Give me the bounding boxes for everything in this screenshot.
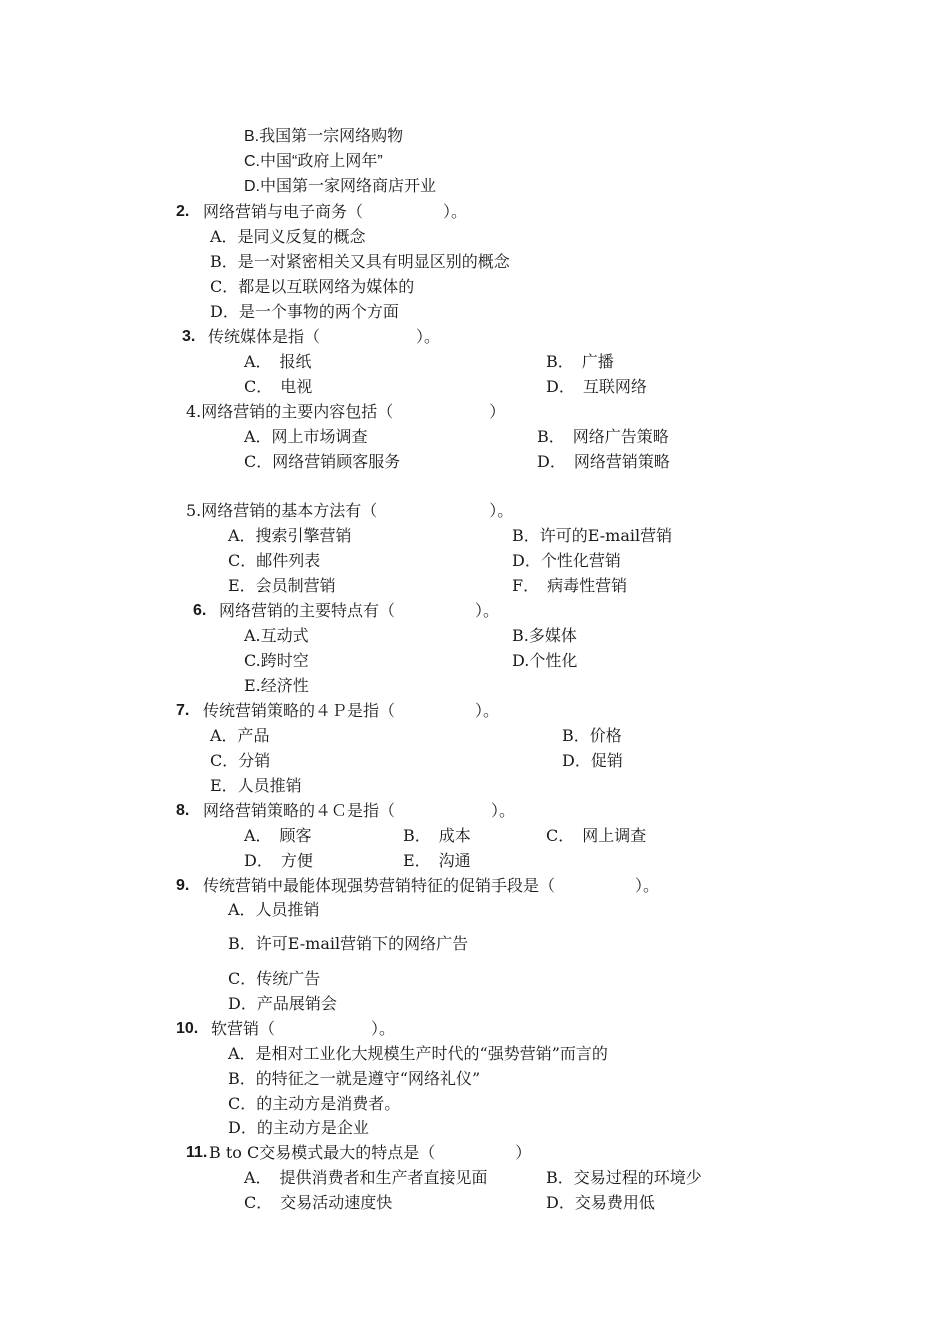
q8-option-b: B． 成本 xyxy=(403,826,471,845)
q8-number: 8. xyxy=(176,802,190,819)
q10-option-d: D．的主动方是企业 xyxy=(228,1118,369,1137)
q5-option-e: E．会员制营销 xyxy=(228,576,336,595)
q7-option-d: D．促销 xyxy=(562,751,623,770)
q6-option-d: D.个性化 xyxy=(512,651,578,670)
q5-option-f: F． 病毒性营销 xyxy=(512,576,628,595)
q5-option-a: A．搜索引擎营销 xyxy=(228,526,352,545)
q6-option-e: E.经济性 xyxy=(244,676,309,695)
q10-option-b: B．的特征之一就是遵守“网络礼仪” xyxy=(228,1069,481,1088)
q4-option-d: D． 网络营销策略 xyxy=(537,452,670,471)
q5-option-b: B．许可的E-mail营销 xyxy=(512,526,673,545)
q3-option-a: A． 报纸 xyxy=(244,352,312,371)
q5-option-d: D．个性化营销 xyxy=(512,551,621,570)
q2-option-b: B．是一对紧密相关又具有明显区别的概念 xyxy=(210,252,510,271)
q9-option-a: A．人员推销 xyxy=(228,900,320,919)
q11-option-a: A． 提供消费者和生产者直接见面 xyxy=(244,1168,488,1187)
q2-option-d: D．是一个事物的两个方面 xyxy=(210,302,399,321)
q3-option-b: B． 广播 xyxy=(546,352,614,371)
q3-option-c: C． 电视 xyxy=(244,377,313,396)
q4-stem: 4.网络营销的主要内容包括（ ） xyxy=(186,402,506,421)
q9-stem: 传统营销中最能体现强势营销特征的促销手段是（ ）。 xyxy=(203,876,660,895)
q7-option-a: A．产品 xyxy=(210,726,270,745)
q11-option-d: D．交易费用低 xyxy=(546,1193,655,1212)
q5-option-c: C．邮件列表 xyxy=(228,551,321,570)
q4-option-a: A．网上市场调查 xyxy=(244,427,368,446)
q6-stem: 网络营销的主要特点有（ ）。 xyxy=(219,601,500,620)
q9-option-c: C．传统广告 xyxy=(228,969,321,988)
q4-option-c: C．网络营销顾客服务 xyxy=(244,452,401,471)
q11-number: 11. xyxy=(186,1144,208,1161)
q1-option-c: C.中国“政府上网年” xyxy=(244,153,383,170)
q10-stem: 软营销（ ）。 xyxy=(211,1019,396,1038)
q8-stem: 网络营销策略的４Ｃ是指（ ）。 xyxy=(203,801,516,820)
q9-option-b: B．许可E-mail营销下的网络广告 xyxy=(228,934,469,953)
q2-number: 2. xyxy=(176,203,190,220)
q8-option-a: A． 顾客 xyxy=(244,826,312,845)
q3-number: 3. xyxy=(182,328,196,345)
q5-stem: 5.网络营销的基本方法有（ ）。 xyxy=(186,501,514,520)
q10-option-a: A．是相对工业化大规模生产时代的“强势营销”而言的 xyxy=(228,1044,608,1063)
q7-option-c: C．分销 xyxy=(210,751,271,770)
q6-option-c: C.跨时空 xyxy=(244,651,309,670)
q11-stem: B to C交易模式最大的特点是（ ） xyxy=(209,1143,532,1162)
q4-option-b: B． 网络广告策略 xyxy=(537,427,669,446)
q1-option-d: D.中国第一家网络商店开业 xyxy=(244,178,437,195)
q9-option-d: D．产品展销会 xyxy=(228,994,337,1013)
q8-option-d: D． 方便 xyxy=(244,851,313,870)
q7-option-b: B．价格 xyxy=(562,726,622,745)
q8-option-c: C． 网上调查 xyxy=(546,826,647,845)
q2-option-a: A．是同义反复的概念 xyxy=(210,227,366,246)
q6-number: 6. xyxy=(193,602,207,619)
q2-option-c: C．都是以互联网络为媒体的 xyxy=(210,277,415,296)
q7-stem: 传统营销策略的４Ｐ是指（ ）。 xyxy=(203,701,500,720)
q9-number: 9. xyxy=(176,877,190,894)
q1-option-b: B.我国第一宗网络购物 xyxy=(244,128,404,145)
q7-option-e: E．人员推销 xyxy=(210,776,302,795)
q6-option-a: A.互动式 xyxy=(244,626,309,645)
q10-option-c: C．的主动方是消费者。 xyxy=(228,1094,401,1113)
q11-option-c: C． 交易活动速度快 xyxy=(244,1193,393,1212)
q3-stem: 传统媒体是指（ ）。 xyxy=(208,327,441,346)
q8-option-e: E． 沟通 xyxy=(403,851,471,870)
q7-number: 7. xyxy=(176,702,190,719)
q3-option-d: D． 互联网络 xyxy=(546,377,647,396)
q10-number: 10. xyxy=(176,1020,199,1037)
q11-option-b: B．交易过程的环境少 xyxy=(546,1168,702,1187)
q2-stem: 网络营销与电子商务（ ）。 xyxy=(203,202,468,221)
q6-option-b: B.多媒体 xyxy=(512,626,577,645)
